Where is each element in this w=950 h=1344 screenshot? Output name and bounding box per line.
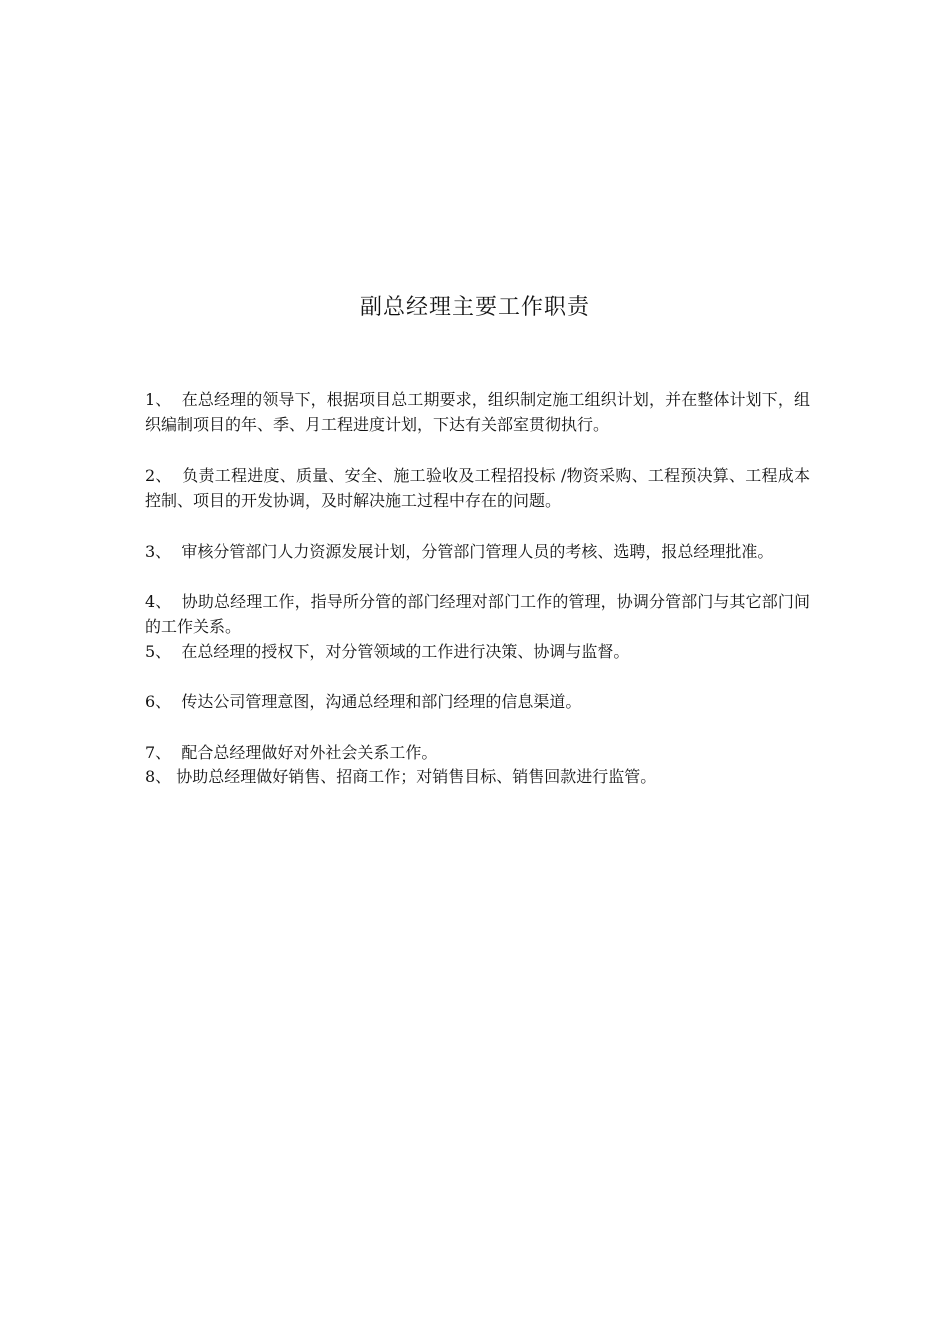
- item-text: 协助总经理做好销售、招商工作；对销售目标、销售回款进行监管。: [176, 767, 657, 786]
- duty-item-4: [145, 589, 810, 639]
- item-number: 4、: [145, 592, 182, 611]
- item-number: 1、: [145, 390, 182, 409]
- duty-item-1: [145, 387, 810, 437]
- duty-item-6: [145, 689, 810, 714]
- item-text: 协助总经理工作，指导所分管的部门经理对部门工作的管理，协调分管部门与其它部门间的工作关系。: [145, 592, 810, 636]
- duty-item-3: [145, 539, 810, 564]
- item-number: 5、: [145, 642, 182, 661]
- duty-item-2: [145, 463, 810, 513]
- item-text: 在总经理的授权下，对分管领域的工作进行决策、协调与监督。: [181, 642, 630, 661]
- document-title: 副总经理主要工作职责: [359, 295, 590, 320]
- item-number: 8、: [145, 767, 177, 786]
- item-number: 6、: [145, 692, 182, 711]
- item-number: 2、: [145, 466, 183, 485]
- duty-item-8: [145, 764, 810, 789]
- item-text: 配合总经理做好对外社会关系工作。: [181, 743, 438, 762]
- item-number: 7、: [145, 743, 182, 762]
- duty-item-5: [145, 639, 810, 664]
- item-text: 审核分管部门人力资源发展计划，分管部门管理人员的考核、选聘，报总经理批准。: [181, 542, 774, 561]
- item-text: 在总经理的领导下，根据项目总工期要求，组织制定施工组织计划，并在整体计划下，组织编制项目的年、季、月工程进度计划，下达有关部室贯彻执行。: [145, 390, 810, 434]
- item-number: 3、: [145, 542, 182, 561]
- item-text: 负责工程进度、质量、安全、施工验收及工程招投标 /物资采购、工程预决算、工程成本控制、项目的开发协调，及时解决施工过程中存在的问题。: [145, 466, 810, 510]
- duty-item-7: [145, 740, 810, 765]
- item-text: 传达公司管理意图，沟通总经理和部门经理的信息渠道。: [181, 692, 582, 711]
